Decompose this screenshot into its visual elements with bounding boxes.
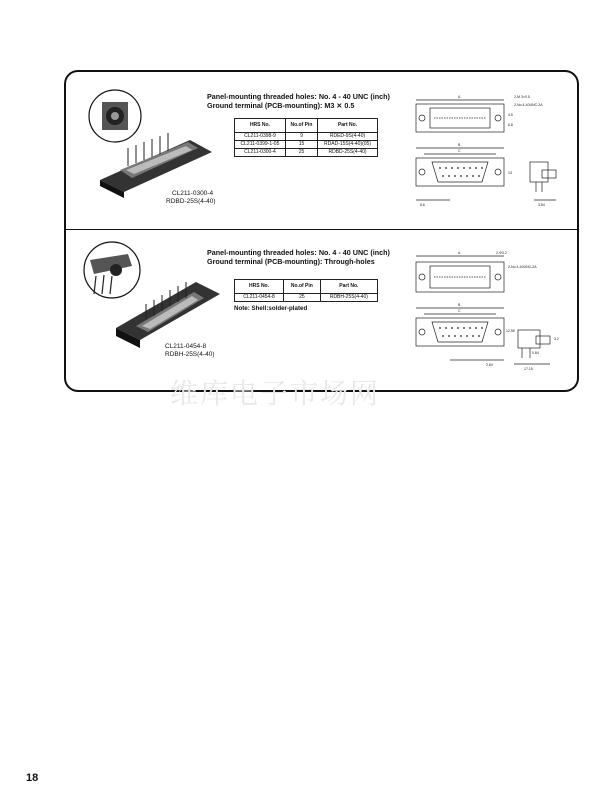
header-hrs-no: HRS No. xyxy=(235,119,286,133)
dim-label-86: 8.6 xyxy=(420,203,425,207)
spec-ground-terminal: Ground terminal (PCB-mounting): M3 ✕ 0.5 xyxy=(207,101,355,110)
cell-hrs-no: CL211-0300-4 xyxy=(235,149,286,157)
cell-hrs-no: CL211-0399-1-05 xyxy=(235,141,286,149)
cell-part-no: RDED-9S(4-40) xyxy=(318,133,378,141)
table-row xyxy=(235,294,378,302)
cell-part-no: RDAD-15S(4-40)(05) xyxy=(318,141,378,149)
part-number-table-2 xyxy=(234,279,378,302)
photo-caption-part-2: RDBH-25S(4-40) xyxy=(165,351,215,358)
dim-label-unc-2: 2-No.4-40UNC-2A xyxy=(508,265,537,269)
spec-threaded-holes-2: Panel-mounting threaded holes: No. 4 - 40 UNC (inch) xyxy=(207,248,390,257)
dim-label-c-2: C xyxy=(458,309,461,313)
cell-hrs-no: CL211-0398-9 xyxy=(235,133,286,141)
dim-label-unc: 2-No.4-40UNC-2A xyxy=(514,103,543,107)
dim-label-45: 4.5 xyxy=(508,113,513,117)
photo-caption-hrs: CL211-0300-4 xyxy=(172,190,214,197)
dim-label-hole: 2-Φ3.2 xyxy=(496,251,507,255)
cell-hrs-no: CL211-0454-8 xyxy=(235,294,284,302)
shell-plating-note: Note: Shell:solder-plated xyxy=(234,305,308,312)
cell-pin: 25 xyxy=(284,294,321,302)
part-number-table xyxy=(234,118,378,157)
table-row xyxy=(235,133,378,141)
cell-pin: 15 xyxy=(285,141,317,149)
dim-label-m3: 2-M 3×0.5 xyxy=(514,95,530,99)
dim-label-a-2: A xyxy=(458,251,461,255)
header-pin: No.of Pin xyxy=(285,119,317,133)
dim-label-13: 13 xyxy=(508,171,512,175)
spec-threaded-holes: Panel-mounting threaded holes: No. 4 - 40 UNC (inch) xyxy=(207,92,390,101)
cell-pin: 9 xyxy=(285,133,317,141)
section-divider xyxy=(64,229,579,230)
dim-label-384: 3.84 xyxy=(538,203,545,207)
page-number: 18 xyxy=(26,772,39,784)
table-row xyxy=(235,149,378,157)
photo-caption-part: RDBD-25S(4-40) xyxy=(166,198,216,205)
photo-caption-hrs-2: CL211-0454-8 xyxy=(165,343,207,350)
cell-pin: 25 xyxy=(285,149,317,157)
connector-photo-rdbd xyxy=(80,88,220,198)
header-part-no: Part No. xyxy=(318,119,378,133)
spec-ground-terminal-2: Ground terminal (PCB-mounting): Through-holes xyxy=(207,257,375,266)
cell-part-no: RDBH-25S(4-40) xyxy=(320,294,377,302)
dim-label-1715: 17.15 xyxy=(524,367,533,371)
watermark: 维库电子市场网 xyxy=(170,377,381,410)
technical-drawing-rdbd xyxy=(410,92,570,214)
header-pin: No.of Pin xyxy=(284,280,321,294)
dim-label-084: 0.84 xyxy=(532,351,539,355)
table-row xyxy=(235,141,378,149)
dim-label-b-2: B xyxy=(458,303,461,307)
technical-drawing-rdbh xyxy=(410,248,570,372)
dim-label-c: C xyxy=(458,149,461,153)
dim-label-1255: 12.55 xyxy=(506,329,515,333)
dim-label-68: 6.8 xyxy=(508,123,513,127)
header-hrs-no: HRS No. xyxy=(235,280,284,294)
dim-label-b: B xyxy=(458,143,461,147)
cell-part-no: RDBD-25S(4-40) xyxy=(318,149,378,157)
header-part-no: Part No. xyxy=(320,280,377,294)
dim-label-284: 2.84 xyxy=(486,363,493,367)
dim-label-a: A xyxy=(458,95,461,99)
dim-label-32: 3.2 xyxy=(554,337,559,341)
